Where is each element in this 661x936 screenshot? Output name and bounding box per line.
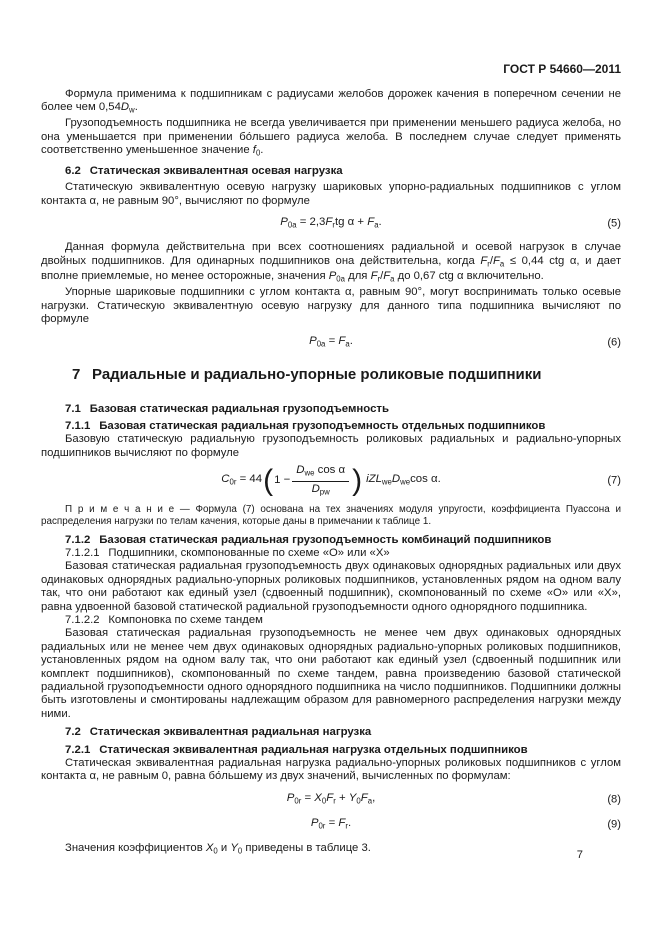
right-paren: ): [352, 464, 363, 498]
paragraph-radial-load-intro: Статическая эквивалентная радиальная нагрузка радиально-упорных роликовых подшипников с углом контакта α, не равным 0, равна бо́льшему из двух значений, вычисленных по формулам:: [41, 757, 621, 783]
formula-9: [41, 817, 621, 833]
formula-7-expression: [221, 464, 440, 498]
formula-9-expression: $P_{0r} = F_r$.: [310, 816, 352, 831]
formula-7-tail: $iZL_{we}D_{we}\cos$ α.: [366, 473, 441, 487]
equation-number-7: (7): [607, 474, 621, 487]
heading-6-2: 6.2 Статическая эквивалентная осевая нагрузка: [65, 165, 343, 178]
paragraph-load-capacity-note: Грузоподъемность подшипника не всегда увеличивается при применении меньшего радиуса желоба, но она уменьшается при применении бо́льшего радиуса желоба. В последнем случае следует применять соответственно уменьшенное значение $f_0$.: [41, 117, 621, 158]
page-number: 7: [576, 849, 583, 861]
heading-7-1: 7.1 Базовая статическая радиальная грузоподъемность: [65, 402, 389, 415]
standard-number-header: ГОСТ Р 54660—2011: [503, 62, 621, 76]
paragraph-scheme-o-x: Базовая статическая радиальная грузоподъемность двух одинаковых однорядных радиальных или двух одинаковых однорядных радиально-упорных роликовых подшипников, установленных рядом на одном валу так, что они работают как единый узел (сдвоенный подшипник), скомпонованный по схеме «О» или «Х», равна удвоенной базовой статической радиальной грузоподъемности одного однорядного подшипника.: [41, 560, 621, 613]
fraction: [292, 464, 349, 498]
equation-number-8: (8): [607, 793, 621, 806]
formula-8-expression: $P_{0r} = X_0F_r + Y_0F_a$,: [286, 791, 376, 806]
paragraph-roller-capacity-intro: Базовую статическую радиальную грузоподъемность роликовых радиальных и радиально-упорных подшипников вычисляют по формуле: [41, 433, 621, 459]
paragraph-thrust-bearings: Упорные шариковые подшипники с углом контакта α, равным 90°, могут воспринимать только осевые нагрузки. Статическую эквивалентную осевую нагрузку для данного типа подшипника вычисляют по формуле: [41, 286, 621, 326]
paragraph-formula-validity: Данная формула действительна при всех соотношениях радиальной и осевой нагрузок в случае двойных подшипников. Для одинарных подшипников она действительна, когда $F_r/F_a \le 0,44$ ctg α, и дает вполне приемлемые, но менее осторожные, значения $P_{0a}$ для $F_r/F_a$ до 0,67 ctg α включительно.: [41, 241, 621, 284]
paragraph-tandem-scheme: Базовая статическая радиальная грузоподъемность не менее чем двух одинаковых однорядных радиальных или не менее чем двух одинаковых однорядных радиально-упорных роликовых подшипников, установленных рядом на одном валу так, что они работают как единый узел (сдвоенный подшипник или комплект подшипников), скомпонованный по схеме тандем, равна произведению базовой статической радиальной грузоподъемности одного однорядного подшипника на число подшипников. Подшипники должны быть изготовлены и смонтированы надлежащим образом для равномерного распределения нагрузки между ними.: [41, 627, 621, 720]
fraction-denominator: $D_{pw}$: [311, 482, 330, 497]
paragraph-axial-load-intro: Статическую эквивалентную осевую нагрузку шариковых упорно-радиальных подшипников с углом контакта α, не равным 90°, вычисляют по формуле: [41, 181, 621, 207]
formula-5: [41, 216, 621, 232]
heading-7-2-1: 7.2.1 Статическая эквивалентная радиальная нагрузка отдельных подшипников: [65, 743, 528, 756]
formula-7-paren-content: [274, 464, 351, 498]
note-formula-7: П р и м е ч а н и е — Формула (7) основана на тех значениях модуля упругости, коэффициента Пуассона и распределения нагрузки по телам качения, которые даны в примечании к таблице 1.: [41, 504, 621, 528]
heading-7-1-1: 7.1.1 Базовая статическая радиальная грузоподъемность отдельных подшипников: [65, 419, 546, 432]
heading-7-1-2-2: 7.1.2.2 Компоновка по схеме тандем: [65, 613, 263, 626]
formula-7-one-minus: 1 −: [274, 474, 291, 487]
page-content: [41, 62, 621, 858]
formula-5-expression: $P_{0a} = 2,3F_rtg$ $\alpha + F_a$.: [280, 216, 382, 230]
paragraph-groove-radius: Формула применима к подшипникам с радиусами желобов дорожек качения в поперечном сечении не более чем $0,54D_w$.: [41, 88, 621, 115]
formula-6: [41, 335, 621, 351]
paragraph-coefficients-table: Значения коэффициентов $X_0$ и $Y_0$ приведены в таблице 3.: [65, 841, 371, 856]
heading-7-1-2: 7.1.2 Базовая статическая радиальная грузоподъемность комбинаций подшипников: [65, 533, 552, 546]
fraction-numerator: $D_{we}$ cos α: [292, 464, 349, 482]
heading-7-1-2-1: 7.1.2.1 Подшипники, скомпонованные по схеме «О» или «Х»: [65, 546, 390, 559]
formula-6-expression: $P_{0a} = F_a$.: [309, 334, 353, 349]
formula-7-lhs: $C_{0r} = 44$: [221, 473, 263, 487]
formula-7: [41, 464, 621, 498]
equation-number-6: (6): [607, 335, 621, 348]
heading-section-7: 7 Радиальные и радиально-упорные роликовые подшипники: [72, 365, 542, 383]
heading-7-2: 7.2 Статическая эквивалентная радиальная нагрузка: [65, 726, 372, 739]
equation-number-9: (9): [607, 818, 621, 830]
formula-8: [41, 792, 621, 808]
left-paren: (: [263, 464, 274, 498]
equation-number-5: (5): [607, 217, 621, 230]
